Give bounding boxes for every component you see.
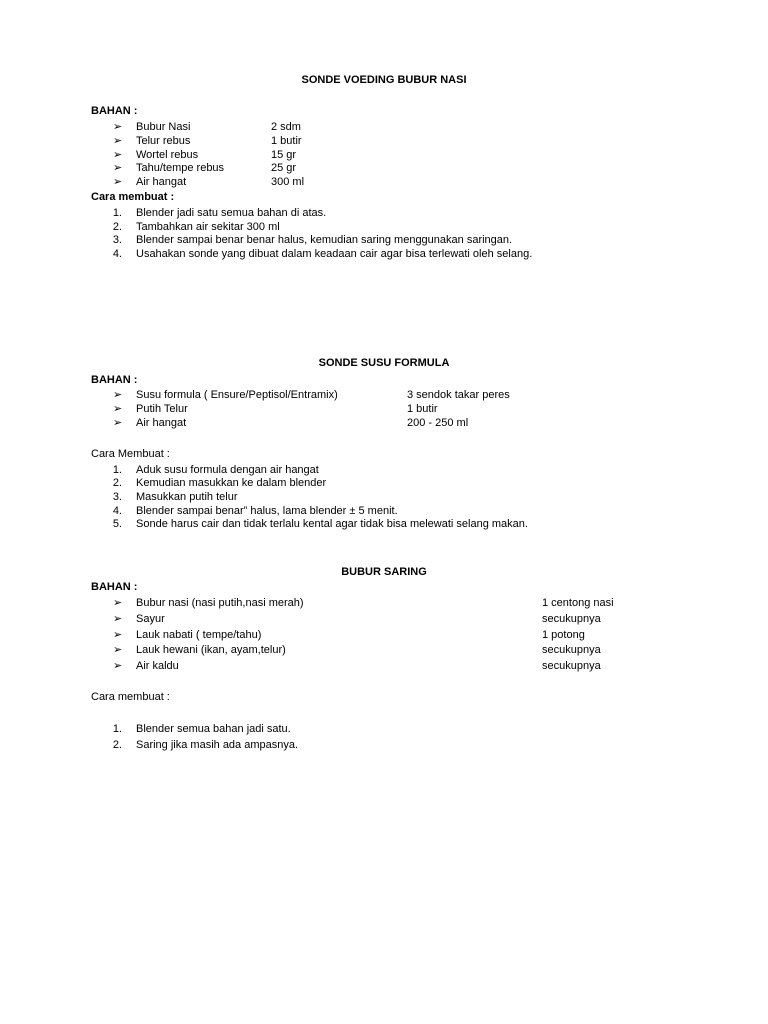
arrow-bullet-icon: ➢: [113, 176, 123, 188]
method-label: Cara Membuat :: [91, 448, 170, 460]
method-label: Cara membuat :: [91, 191, 175, 203]
step-text: Blender sampai benar” halus, lama blender ± 5 menit.: [136, 505, 398, 517]
step-number: 4.: [112, 505, 122, 517]
method-label: Cara membuat :: [91, 691, 170, 703]
method-step: [0, 738, 768, 752]
ingredient-name: Wortel rebus: [136, 149, 199, 161]
ingredient-qty: secukupnya: [542, 644, 601, 656]
ingredient-item: [0, 416, 768, 430]
ingredients-label: BAHAN :: [91, 105, 138, 117]
ingredient-name: Air hangat: [136, 417, 187, 429]
ingredient-name: Air kaldu: [136, 660, 179, 672]
arrow-bullet-icon: ➢: [113, 403, 123, 415]
step-number: 2.: [112, 739, 122, 751]
ingredient-name: Bubur Nasi: [136, 121, 191, 133]
step-text: Kemudian masukkan ke dalam blender: [136, 477, 327, 489]
ingredient-name: Putih Telur: [136, 403, 188, 415]
ingredient-item: [0, 134, 768, 148]
arrow-bullet-icon: ➢: [113, 135, 123, 147]
ingredient-qty: 1 butir: [271, 135, 302, 147]
method-step: [0, 233, 768, 247]
ingredient-name: Telur rebus: [136, 135, 191, 147]
arrow-bullet-icon: ➢: [113, 417, 123, 429]
ingredient-name: Bubur nasi (nasi putih,nasi merah): [136, 597, 304, 609]
ingredient-qty: 15 gr: [271, 149, 297, 161]
method-step: [0, 517, 768, 531]
ingredient-name: Susu formula ( Ensure/Peptisol/Entramix): [136, 389, 338, 401]
ingredient-name: Tahu/tempe rebus: [136, 162, 225, 174]
method-step: [0, 463, 768, 477]
ingredient-qty: 300 ml: [271, 176, 305, 188]
ingredient-qty: 25 gr: [271, 162, 297, 174]
ingredient-item: [0, 643, 768, 657]
arrow-bullet-icon: ➢: [113, 613, 123, 625]
arrow-bullet-icon: ➢: [113, 660, 123, 672]
arrow-bullet-icon: ➢: [113, 644, 123, 656]
step-number: 2.: [112, 477, 122, 489]
ingredient-name: Air hangat: [136, 176, 187, 188]
ingredient-qty: 1 centong nasi: [542, 597, 614, 609]
ingredient-qty: secukupnya: [542, 613, 601, 625]
arrow-bullet-icon: ➢: [113, 121, 123, 133]
ingredient-item: [0, 148, 768, 162]
ingredient-item: [0, 161, 768, 175]
method-step: [0, 722, 768, 736]
ingredient-item: [0, 659, 768, 673]
arrow-bullet-icon: ➢: [113, 149, 123, 161]
step-number: 3.: [112, 234, 122, 246]
section-title: SONDE SUSU FORMULA: [318, 357, 450, 369]
ingredient-item: [0, 120, 768, 134]
method-step: [0, 504, 768, 518]
ingredient-name: Lauk hewani (ikan, ayam,telur): [136, 644, 286, 656]
step-number: 1.: [112, 207, 122, 219]
step-number: 1.: [112, 464, 122, 476]
step-text: Tambahkan air sekitar 300 ml: [136, 221, 280, 233]
step-number: 4.: [112, 248, 122, 260]
arrow-bullet-icon: ➢: [113, 162, 123, 174]
step-text: Saring jika masih ada ampasnya.: [136, 739, 299, 751]
step-text: Sonde harus cair dan tidak terlalu kental agar tidak bisa melewati selang makan.: [136, 518, 528, 530]
ingredient-item: [0, 612, 768, 626]
step-number: 2.: [112, 221, 122, 233]
ingredient-qty: secukupnya: [542, 660, 601, 672]
method-step: [0, 247, 768, 261]
step-text: Usahakan sonde yang dibuat dalam keadaan cair agar bisa terlewati oleh selang.: [136, 248, 533, 260]
method-step: [0, 476, 768, 490]
step-text: Masukkan putih telur: [136, 491, 238, 503]
section-title: SONDE VOEDING BUBUR NASI: [301, 74, 467, 86]
step-text: Aduk susu formula dengan air hangat: [136, 464, 319, 476]
ingredients-label: BAHAN :: [91, 581, 138, 593]
arrow-bullet-icon: ➢: [113, 389, 123, 401]
step-text: Blender jadi satu semua bahan di atas.: [136, 207, 327, 219]
ingredient-qty: 3 sendok takar peres: [407, 389, 510, 401]
ingredient-qty: 200 - 250 ml: [407, 417, 469, 429]
method-step: [0, 220, 768, 234]
ingredient-item: [0, 175, 768, 189]
ingredient-item: [0, 388, 768, 402]
arrow-bullet-icon: ➢: [113, 597, 123, 609]
step-number: 3.: [112, 491, 122, 503]
step-number: 5.: [112, 518, 122, 530]
ingredients-label: BAHAN :: [91, 374, 138, 386]
ingredient-qty: 1 butir: [407, 403, 438, 415]
ingredient-item: [0, 402, 768, 416]
method-step: [0, 490, 768, 504]
ingredient-qty: 1 potong: [542, 629, 585, 641]
ingredient-name: Lauk nabati ( tempe/tahu): [136, 629, 262, 641]
step-number: 1.: [112, 723, 122, 735]
ingredient-item: [0, 628, 768, 642]
ingredient-name: Sayur: [136, 613, 165, 625]
section-title: BUBUR SARING: [341, 566, 427, 578]
arrow-bullet-icon: ➢: [113, 629, 123, 641]
ingredient-qty: 2 sdm: [271, 121, 301, 133]
step-text: Blender sampai benar benar halus, kemudian saring menggunakan saringan.: [136, 234, 513, 246]
step-text: Blender semua bahan jadi satu.: [136, 723, 291, 735]
method-step: [0, 206, 768, 220]
ingredient-item: [0, 596, 768, 610]
